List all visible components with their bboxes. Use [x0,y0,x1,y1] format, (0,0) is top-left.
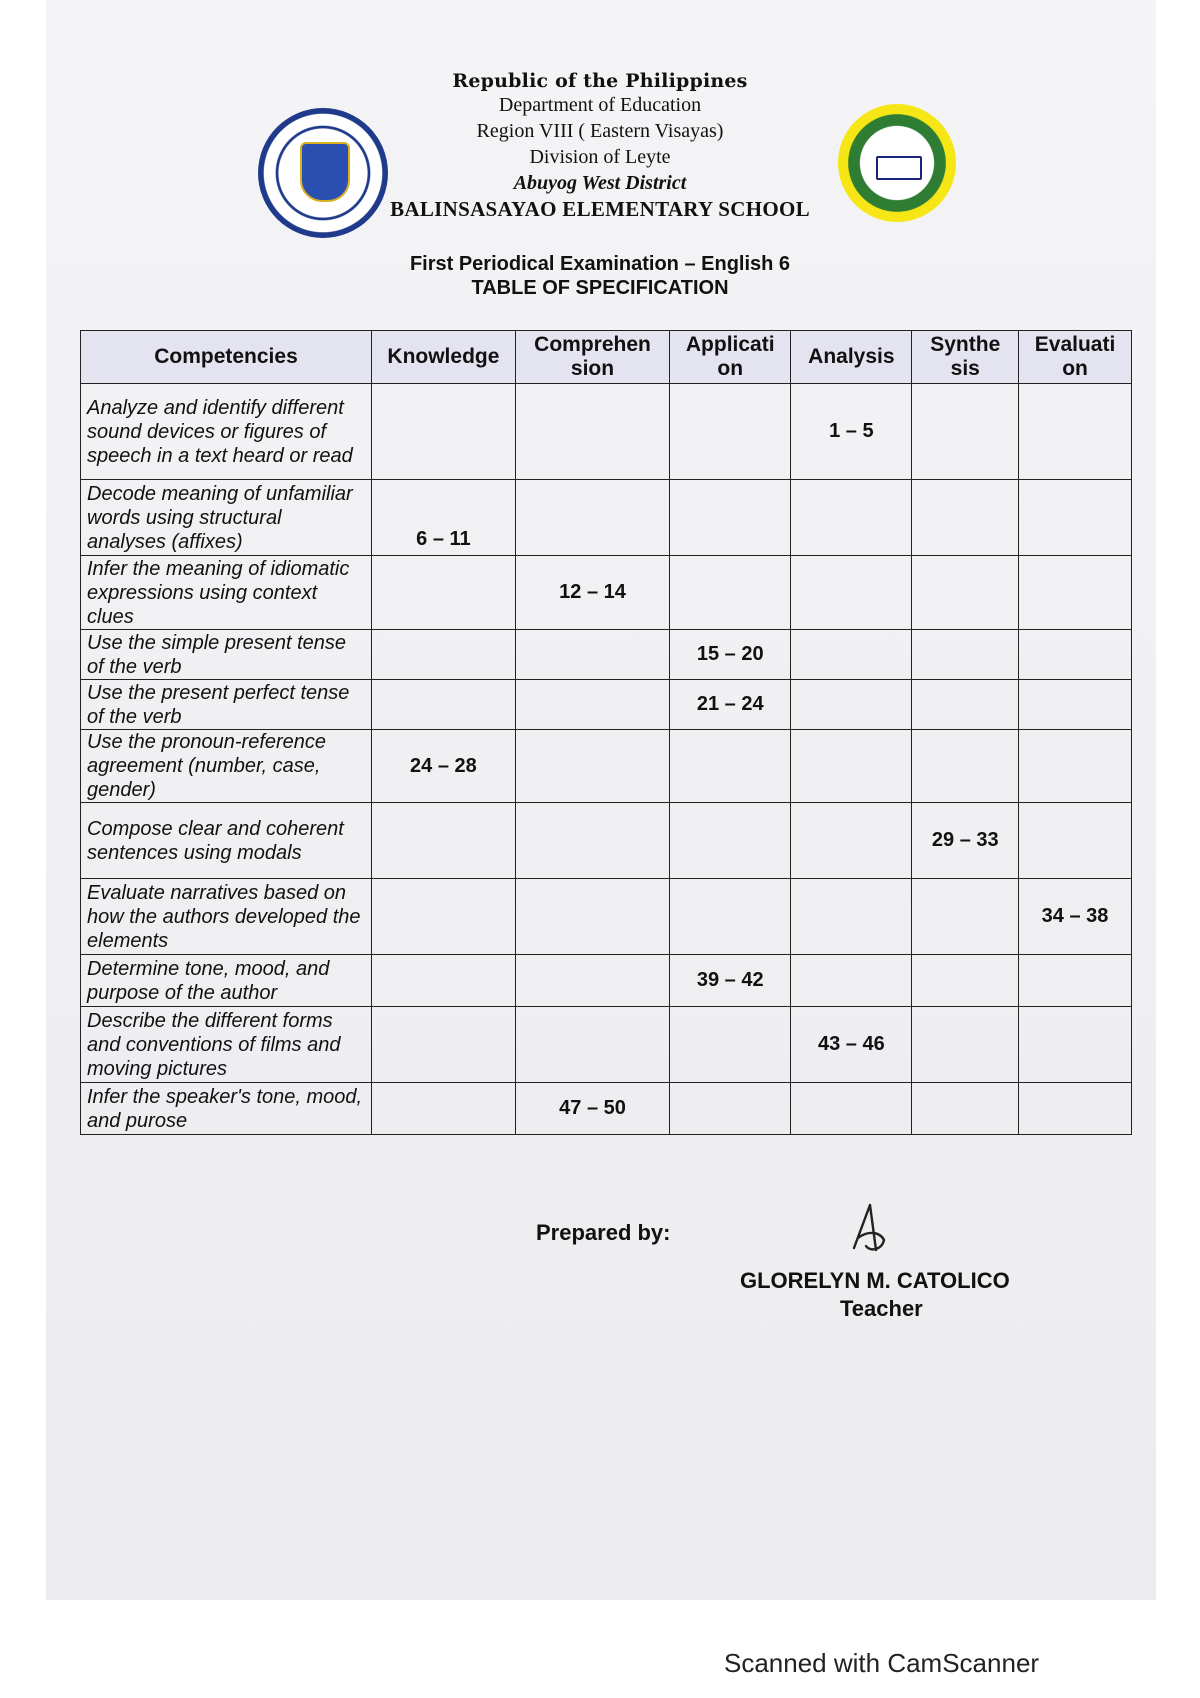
table-row [81,630,1132,680]
exam-subtitle: TABLE OF SPECIFICATION [471,277,729,299]
header-synthesis: Synthe sis [912,331,1019,384]
synthesis-cell [912,730,1019,803]
teacher-role: Teacher [840,1296,923,1321]
competency-cell: Describe the different forms and conventions of films and moving pictures [81,1007,372,1083]
camscanner-watermark: Scanned with CamScanner [724,1648,1040,1678]
comprehension-cell [515,879,669,955]
department-line: Department of Education [498,94,702,116]
application-cell: 15 – 20 [670,630,791,680]
specification-table [80,330,1132,1135]
competency-cell: Decode meaning of unfamiliar words using structural analyses (affixes) [81,480,372,556]
application-cell [670,803,791,879]
evaluation-cell [1019,480,1132,556]
competency-cell: Determine tone, mood, and purpose of the author [81,955,372,1007]
signature-icon [840,1200,900,1270]
knowledge-cell [371,879,515,955]
application-cell [670,1083,791,1135]
competency-cell: Use the simple present tense of the verb [81,630,372,680]
knowledge-cell [371,1007,515,1083]
application-cell [670,1007,791,1083]
synthesis-cell [912,1083,1019,1135]
knowledge-cell [371,955,515,1007]
knowledge-cell [371,803,515,879]
knowledge-cell: 24 – 28 [371,730,515,803]
synthesis-cell: 29 – 33 [912,803,1019,879]
exam-heading [0,252,1200,300]
header-comprehension: Comprehen sion [515,331,669,384]
table-row [81,1083,1132,1135]
comprehension-cell [515,630,669,680]
application-cell: 39 – 42 [670,955,791,1007]
synthesis-cell [912,879,1019,955]
table-row [81,480,1132,556]
competency-cell: Infer the meaning of idiomatic expressions using context clues [81,556,372,630]
evaluation-cell [1019,955,1132,1007]
competency-cell: Evaluate narratives based on how the authors developed the elements [81,879,372,955]
application-cell [670,730,791,803]
knowledge-cell [371,630,515,680]
competency-cell: Use the pronoun-reference agreement (number, case, gender) [81,730,372,803]
evaluation-cell [1019,803,1132,879]
table-row [81,955,1132,1007]
district-line: Abuyog West District [513,172,687,194]
header-evaluation: Evaluati on [1019,331,1132,384]
competency-cell: Use the present perfect tense of the verb [81,680,372,730]
document-header [0,70,1200,222]
evaluation-cell [1019,730,1132,803]
comprehension-cell [515,680,669,730]
comprehension-cell [515,730,669,803]
synthesis-cell [912,556,1019,630]
competency-cell: Analyze and identify different sound devices or figures of speech in a text heard or read [81,384,372,480]
analysis-cell [791,480,912,556]
knowledge-cell [371,384,515,480]
application-cell [670,480,791,556]
competency-cell: Compose clear and coherent sentences using modals [81,803,372,879]
evaluation-cell [1019,1083,1132,1135]
table-row [81,1007,1132,1083]
comprehension-cell [515,1007,669,1083]
school-name: BALINSASAYAO ELEMENTARY SCHOOL [390,197,810,221]
evaluation-cell [1019,1007,1132,1083]
exam-title: First Periodical Examination – English 6 [409,253,791,275]
analysis-cell: 43 – 46 [791,1007,912,1083]
analysis-cell [791,680,912,730]
table-row [81,680,1132,730]
region-line: Region VIII ( Eastern Visayas) [476,120,724,142]
header-knowledge: Knowledge [371,331,515,384]
evaluation-cell [1019,384,1132,480]
application-cell: 21 – 24 [670,680,791,730]
comprehension-cell [515,803,669,879]
header-application: Applicati on [670,331,791,384]
table-row [81,384,1132,480]
table-header-row [81,331,1132,384]
header-competencies: Competencies [81,331,372,384]
synthesis-cell [912,630,1019,680]
knowledge-cell [371,680,515,730]
analysis-cell [791,630,912,680]
table-row [81,556,1132,630]
table-row [81,803,1132,879]
evaluation-cell [1019,680,1132,730]
division-line: Division of Leyte [529,146,671,168]
header-analysis: Analysis [791,331,912,384]
analysis-cell [791,879,912,955]
comprehension-cell: 47 – 50 [515,1083,669,1135]
comprehension-cell: 12 – 14 [515,556,669,630]
knowledge-cell [371,556,515,630]
analysis-cell [791,730,912,803]
analysis-cell [791,803,912,879]
comprehension-cell [515,955,669,1007]
comprehension-cell [515,384,669,480]
analysis-cell: 1 – 5 [791,384,912,480]
teacher-name: GLORELYN M. CATOLICO [740,1268,1010,1293]
table-row [81,879,1132,955]
evaluation-cell [1019,630,1132,680]
knowledge-cell [371,1083,515,1135]
analysis-cell [791,556,912,630]
analysis-cell [791,955,912,1007]
comprehension-cell [515,480,669,556]
knowledge-cell: 6 – 11 [371,480,515,556]
competency-cell: Infer the speaker's tone, mood, and purose [81,1083,372,1135]
synthesis-cell [912,1007,1019,1083]
evaluation-cell [1019,556,1132,630]
synthesis-cell [912,480,1019,556]
evaluation-cell: 34 – 38 [1019,879,1132,955]
republic-line: Republic of the Philippines [452,70,748,92]
application-cell [670,879,791,955]
application-cell [670,384,791,480]
synthesis-cell [912,384,1019,480]
analysis-cell [791,1083,912,1135]
synthesis-cell [912,680,1019,730]
prepared-by-label: Prepared by: [536,1220,671,1245]
application-cell [670,556,791,630]
table-row [81,730,1132,803]
synthesis-cell [912,955,1019,1007]
